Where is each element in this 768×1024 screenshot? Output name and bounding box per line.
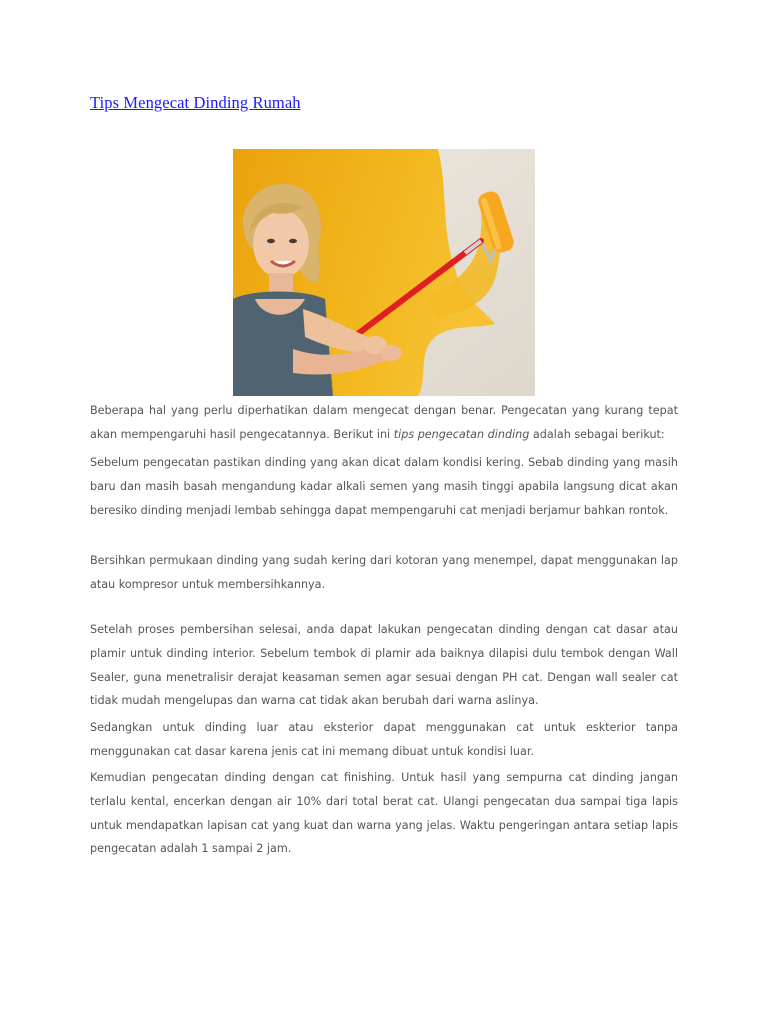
woman-painting-wall-photo [233, 149, 535, 396]
page-title[interactable]: Tips Mengecat Dinding Rumah [90, 93, 301, 112]
paragraph-intro-emphasis: tips pengecatan dinding [393, 427, 530, 441]
paragraph-intro-text-end: adalah sebagai berikut: [529, 427, 665, 441]
paragraph-intro [90, 399, 678, 447]
paragraph-primer: Setelah proses pembersihan selesai, anda dapat lakukan pengecatan dinding dengan cat dasar atau plamir untuk dinding interior. Sebelum tembok di plamir ada baiknya dilapisi dulu tembok dengan Wall Sealer, guna menetralisir derajat keasaman semen agar sesuai dengan PH cat. Dengan wall sealer cat tidak mudah mengelupas dan warna cat tidak akan berubah dari warna aslinya. [90, 623, 678, 708]
paragraph-finishing: Kemudian pengecatan dinding dengan cat finishing. Untuk hasil yang sempurna cat dinding jangan terlalu kental, encerkan dengan air 10% dari total berat cat. Ulangi pengecatan dua sampai tiga lapis untuk mendapatkan lapisan cat yang kuat dan warna yang jelas. Waktu pengeringan antara setiap lapis pengecatan adalah 1 sampai 2 jam. [90, 771, 678, 856]
paragraph-intro-text: Beberapa hal yang perlu diperhatikan dalam mengecat dengan benar. Pengecatan yang kurang tepat akan mempengaruhi hasil pengecatannya. Berikut ini [90, 404, 678, 441]
photo-illustration [233, 149, 535, 396]
paragraph-exterior: Sedangkan untuk dinding luar atau eksterior dapat menggunakan cat untuk eskterior tanpa menggunakan cat dasar karena jenis cat ini memang dibuat untuk kondisi luar. [90, 721, 678, 758]
paragraph-dry-wall: Sebelum pengecatan pastikan dinding yang akan dicat dalam kondisi kering. Sebab dinding yang masih baru dan masih basah mengandung kadar alkali semen yang masih tinggi apabila langsung dicat akan beresiko dinding menjadi lembab sehingga dapat mempengaruhi cat menjadi berjamur bahkan rontok. [90, 456, 678, 517]
paragraph-clean-wall: Bersihkan permukaan dinding yang sudah kering dari kotoran yang menempel, dapat menggunakan lap atau kompresor untuk membersihkannya. [90, 554, 678, 591]
